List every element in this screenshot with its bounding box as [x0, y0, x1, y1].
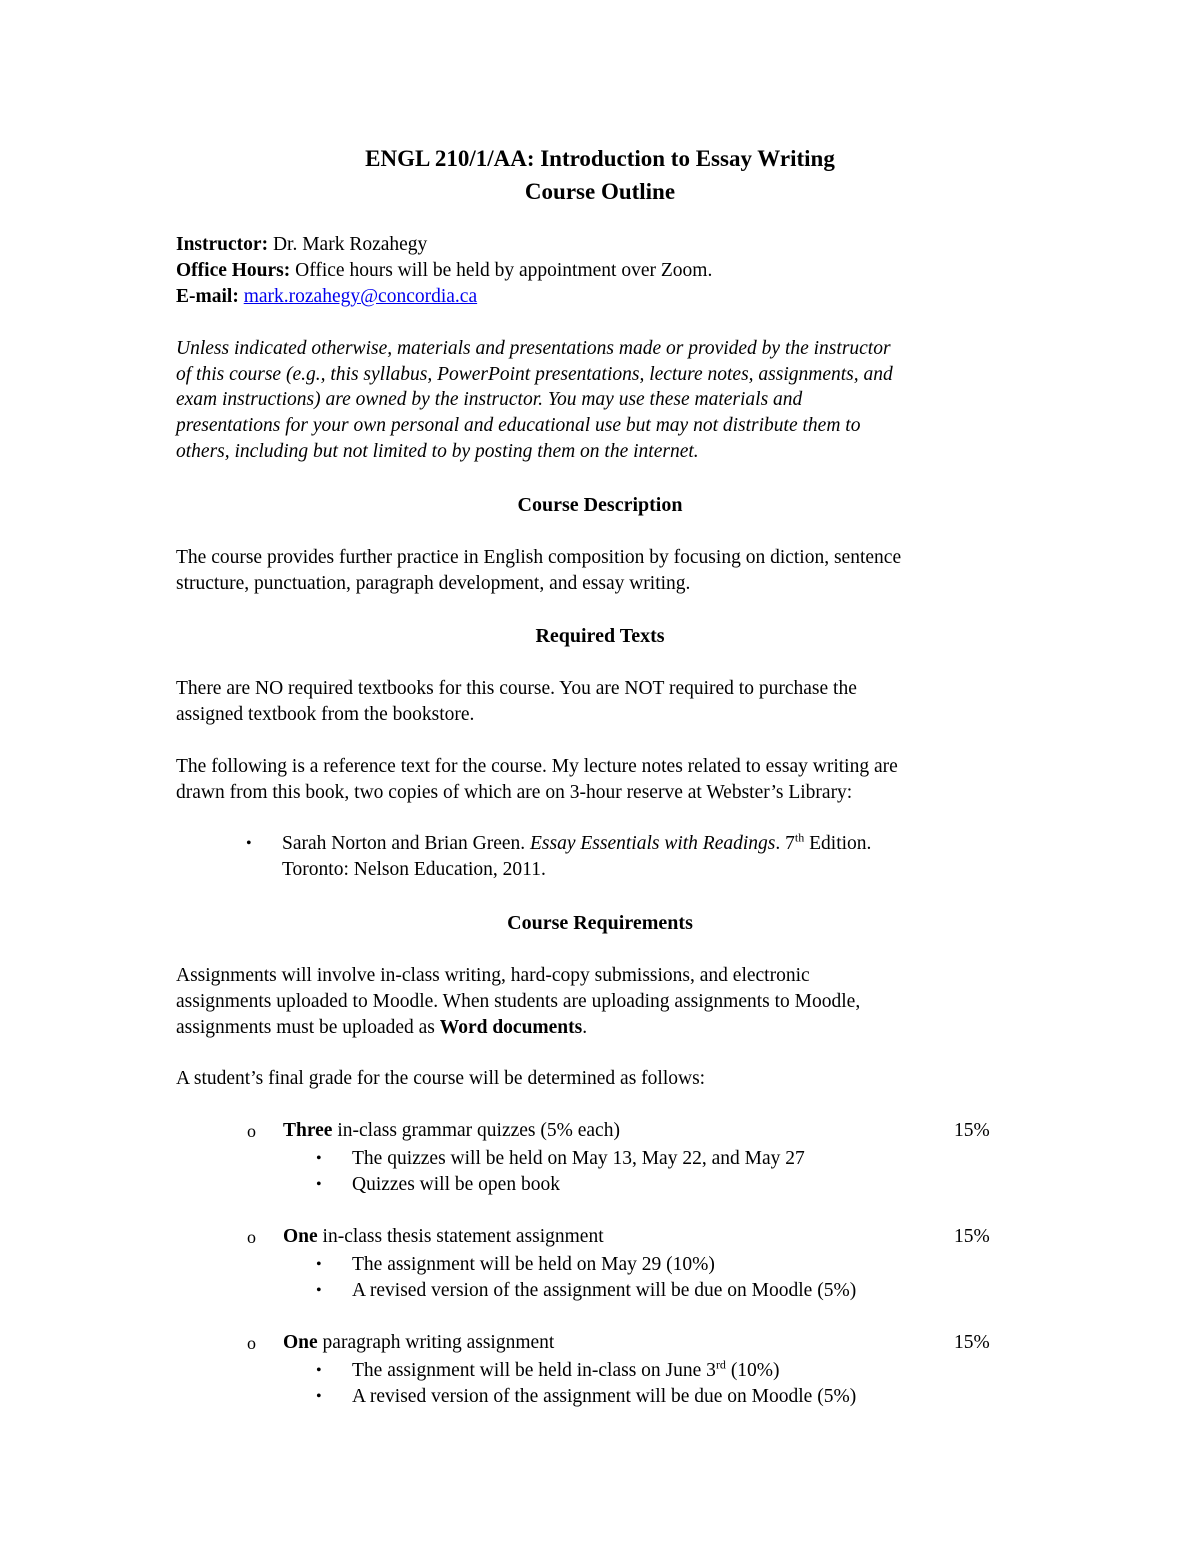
circle-bullet-icon: o	[247, 1333, 256, 1353]
grade-item-text: paragraph writing assignment	[317, 1332, 555, 1353]
requirements-line-end: .	[582, 1017, 588, 1038]
grade-subitem: The quizzes will be held on May 13, May 22, and May 27	[352, 1148, 805, 1169]
office-hours-label: Office Hours:	[176, 260, 291, 281]
grade-item-percent: 15%	[954, 1120, 990, 1141]
grade-item-percent: 15%	[954, 1332, 990, 1353]
requirements-line	[176, 1015, 587, 1041]
reference-book-title: Essay Essentials with Readings	[530, 833, 776, 854]
reference-authors: Sarah Norton and Brian Green.	[282, 833, 531, 854]
grade-subitem: A revised version of the assignment will be due on Moodle (5%)	[352, 1280, 857, 1301]
required-texts-heading: Required Texts	[535, 625, 665, 647]
grade-item-percent: 15%	[954, 1226, 990, 1247]
notice-line: Unless indicated otherwise, materials and presentations made or provided by the instructor	[176, 338, 891, 359]
grade-subitem: Quizzes will be open book	[352, 1174, 560, 1195]
circle-bullet-icon: o	[247, 1121, 256, 1141]
grade-subitem-text: The assignment will be held in-class on June 3	[352, 1360, 716, 1381]
notice-line: presentations for your own personal and educational use but may not distribute them to	[176, 415, 861, 436]
reference-edition-number: . 7	[775, 833, 795, 854]
grade-item-count: One	[283, 1332, 318, 1353]
grade-subitem	[352, 1358, 780, 1384]
texts-para1-line: assigned textbook from the bookstore.	[176, 704, 475, 725]
notice-line: others, including but not limited to by posting them on the internet.	[176, 441, 699, 462]
grade-subitem-weight: (10%)	[725, 1360, 780, 1381]
reference-edition-suffix: th	[794, 830, 805, 845]
grade-item	[283, 1330, 554, 1356]
texts-para2-line: drawn from this book, two copies of which are on 3-hour reserve at Webster’s Library:	[176, 782, 853, 803]
bullet-icon: •	[316, 1150, 322, 1167]
requirements-line-text: assignments must be uploaded as	[176, 1017, 440, 1038]
circle-bullet-icon: o	[247, 1227, 256, 1247]
grade-item	[283, 1118, 620, 1144]
bullet-icon: •	[316, 1256, 322, 1273]
notice-line: of this course (e.g., this syllabus, PowerPoint presentations, lecture notes, assignments, and	[176, 364, 893, 385]
bullet-icon: •	[316, 1388, 322, 1405]
email-link[interactable]: mark.rozahegy@concordia.ca	[243, 286, 478, 307]
reference-publisher: Toronto: Nelson Education, 2011.	[282, 859, 546, 880]
page-title: ENGL 210/1/AA: Introduction to Essay Writing	[365, 146, 835, 171]
texts-para2-line: The following is a reference text for the course. My lecture notes related to essay writing are	[176, 756, 898, 777]
instructor-value: Dr. Mark Rozahegy	[268, 234, 428, 255]
bullet-icon: •	[316, 1176, 322, 1193]
requirements-line: assignments uploaded to Moodle. When students are uploading assignments to Moodle,	[176, 991, 861, 1012]
bullet-icon: •	[246, 835, 252, 852]
instructor-label: Instructor:	[176, 234, 269, 255]
description-line: The course provides further practice in English composition by focusing on diction, sentence	[176, 547, 902, 568]
bullet-icon: •	[316, 1282, 322, 1299]
email-label: E-mail:	[176, 286, 239, 307]
course-requirements-heading: Course Requirements	[507, 912, 693, 934]
texts-para1-line: There are NO required textbooks for this course. You are NOT required to purchase the	[176, 678, 857, 699]
notice-line: exam instructions) are owned by the instructor. You may use these materials and	[176, 389, 803, 410]
bullet-icon: •	[316, 1362, 322, 1379]
grade-item	[283, 1224, 604, 1250]
grade-item-text: in-class grammar quizzes (5% each)	[332, 1120, 620, 1141]
description-line: structure, punctuation, paragraph development, and essay writing.	[176, 573, 691, 594]
grade-subitem-suffix: rd	[715, 1357, 726, 1372]
office-hours-value: Office hours will be held by appointment over Zoom.	[290, 260, 713, 281]
grade-intro: A student’s final grade for the course will be determined as follows:	[176, 1068, 706, 1089]
requirements-line: Assignments will involve in-class writing, hard-copy submissions, and electronic	[176, 965, 810, 986]
email-line	[176, 284, 477, 310]
office-hours-line	[176, 258, 712, 284]
page-subtitle: Course Outline	[524, 179, 676, 204]
grade-item-count: One	[283, 1226, 318, 1247]
grade-item-text: in-class thesis statement assignment	[317, 1226, 604, 1247]
grade-item-count: Three	[283, 1120, 333, 1141]
grade-subitem: A revised version of the assignment will be due on Moodle (5%)	[352, 1386, 857, 1407]
course-description-heading: Course Description	[517, 494, 683, 516]
grade-subitem: The assignment will be held on May 29 (10%)	[352, 1254, 715, 1275]
reference-citation	[282, 831, 871, 857]
word-documents-emphasis: Word documents	[439, 1017, 583, 1038]
reference-edition: Edition.	[804, 833, 872, 854]
instructor-line	[176, 232, 427, 258]
